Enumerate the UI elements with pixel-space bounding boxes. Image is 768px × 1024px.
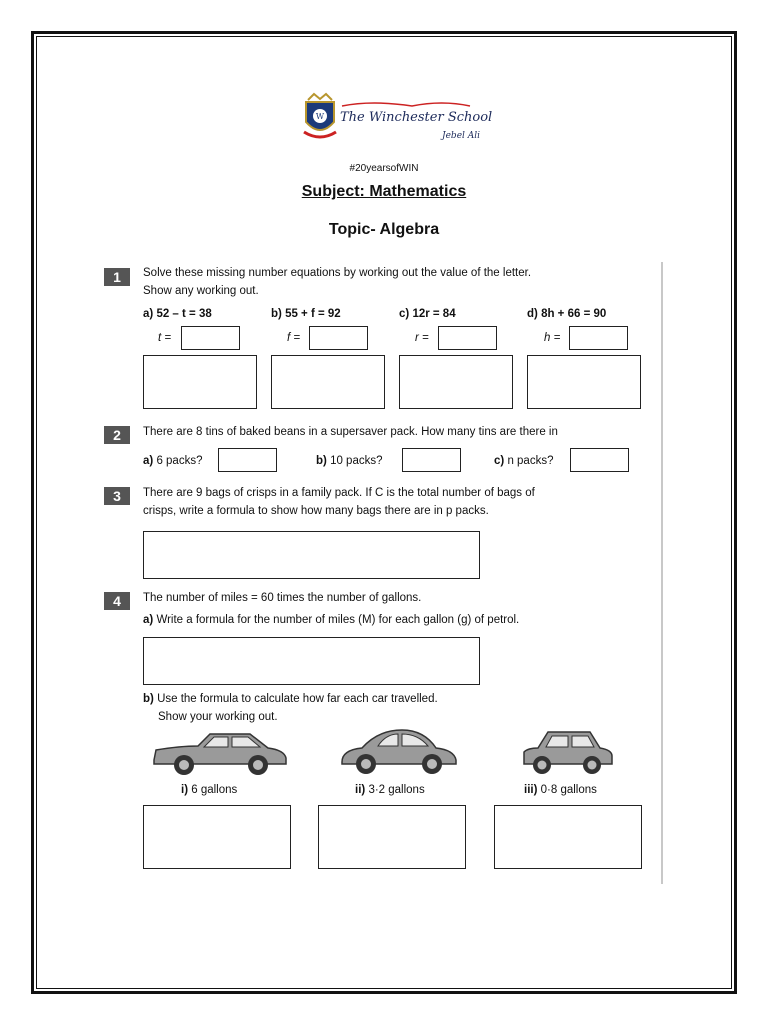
subject-title: Subject: Mathematics bbox=[301, 183, 467, 200]
question-number-4: 4 bbox=[104, 592, 130, 610]
q1-text-line1: Solve these missing number equations by working out the value of the letter. bbox=[143, 267, 532, 279]
question-number-1: 1 bbox=[104, 268, 130, 286]
q1a-var: t = bbox=[158, 332, 172, 344]
q1d-answer-box[interactable] bbox=[569, 326, 628, 350]
q2a-answer-box[interactable] bbox=[218, 448, 277, 472]
q3-text-line2: crisps, write a formula to show how many bags there are in p packs. bbox=[143, 505, 489, 517]
q1a-working-box[interactable] bbox=[143, 355, 257, 409]
car3-label: iii) 0·8 gallons bbox=[524, 784, 597, 796]
school-name: The Winchester School bbox=[340, 110, 493, 125]
q2b-answer-box[interactable] bbox=[402, 448, 461, 472]
q4b-i-answer-box[interactable] bbox=[143, 805, 291, 869]
school-location: Jebel Ali bbox=[442, 131, 481, 141]
question-number-3: 3 bbox=[104, 487, 130, 505]
car-icon-3 bbox=[520, 726, 616, 776]
q1c-answer-box[interactable] bbox=[438, 326, 497, 350]
q1b-equation: b) 55 + f = 92 bbox=[271, 308, 341, 320]
topic-title: Topic- Algebra bbox=[328, 221, 440, 238]
q1c-var: r = bbox=[415, 332, 429, 344]
q3-answer-box[interactable] bbox=[143, 531, 480, 579]
q2a-label: a) 6 packs? bbox=[143, 455, 203, 467]
q2b-label: b) 10 packs? bbox=[316, 455, 383, 467]
svg-text:W: W bbox=[315, 112, 325, 121]
question-number-2: 2 bbox=[104, 426, 130, 444]
car-icon-2 bbox=[338, 726, 460, 776]
margin-line bbox=[661, 262, 663, 884]
q2-text: There are 8 tins of baked beans in a supersaver pack. How many tins are there in bbox=[143, 426, 558, 438]
q1b-answer-box[interactable] bbox=[309, 326, 368, 350]
q1b-var: f = bbox=[287, 332, 301, 344]
car-icon-1 bbox=[150, 728, 290, 776]
q2c-answer-box[interactable] bbox=[570, 448, 629, 472]
hashtag: #20yearsofWIN bbox=[349, 163, 419, 174]
q3-text-line1: There are 9 bags of crisps in a family pack. If C is the total number of bags of bbox=[143, 487, 535, 499]
q4b-text-line1: b) Use the formula to calculate how far each car travelled. bbox=[143, 693, 438, 705]
car1-label: i) 6 gallons bbox=[181, 784, 238, 796]
q4a-answer-box[interactable] bbox=[143, 637, 480, 685]
q4b-ii-answer-box[interactable] bbox=[318, 805, 466, 869]
q1d-equation: d) 8h + 66 = 90 bbox=[527, 308, 607, 320]
q2c-label: c) n packs? bbox=[494, 455, 554, 467]
q4b-iii-answer-box[interactable] bbox=[494, 805, 642, 869]
car2-label: ii) 3·2 gallons bbox=[355, 784, 425, 796]
q1c-working-box[interactable] bbox=[399, 355, 513, 409]
q1c-equation: c) 12r = 84 bbox=[399, 308, 456, 320]
q4b-text-line2: Show your working out. bbox=[158, 711, 278, 723]
q1d-working-box[interactable] bbox=[527, 355, 641, 409]
q4a-text: a) Write a formula for the number of miles (M) for each gallon (g) of petrol. bbox=[143, 614, 520, 626]
q1b-working-box[interactable] bbox=[271, 355, 385, 409]
q4-text: The number of miles = 60 times the number of gallons. bbox=[143, 592, 422, 604]
q1a-equation: a) 52 – t = 38 bbox=[143, 308, 212, 320]
q1d-var: h = bbox=[544, 332, 561, 344]
q1-text-line2: Show any working out. bbox=[143, 285, 259, 297]
q1a-answer-box[interactable] bbox=[181, 326, 240, 350]
